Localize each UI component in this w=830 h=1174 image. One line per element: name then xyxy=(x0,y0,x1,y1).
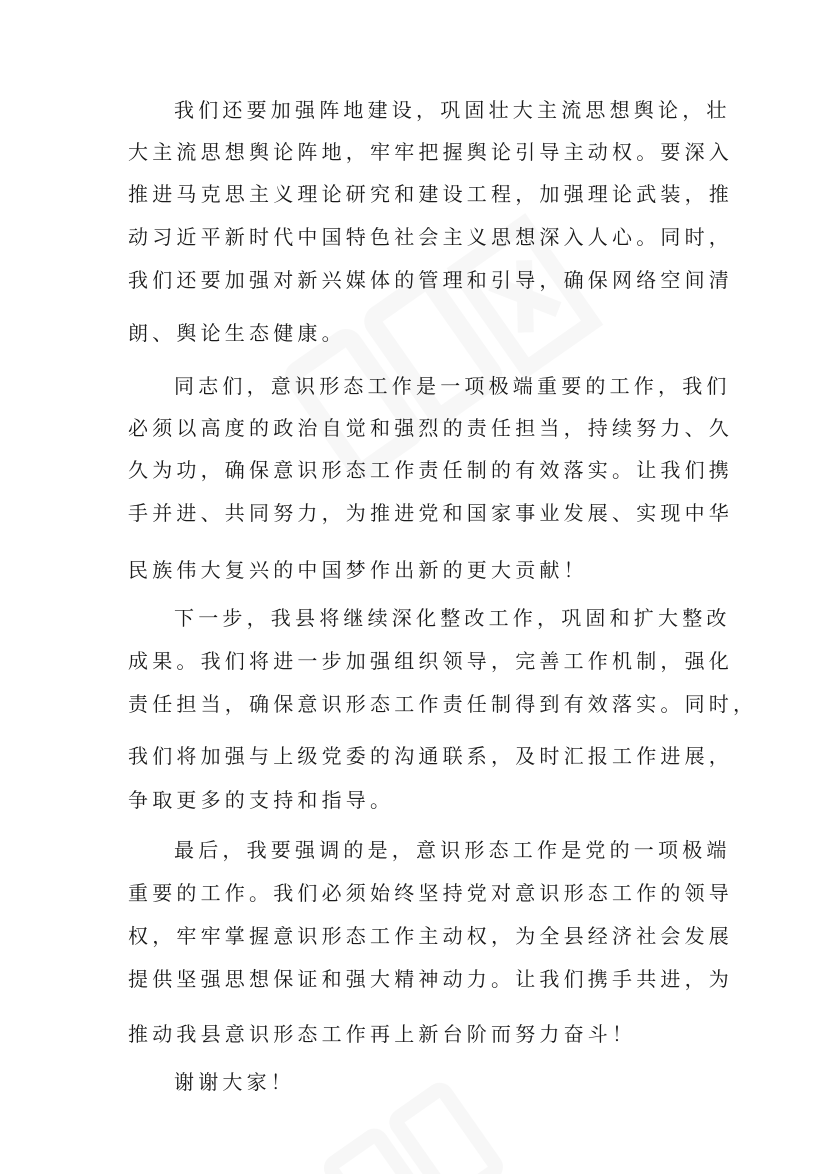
paragraph-1-line-1: 我们还要加强阵地建设，巩固壮大主流思想舆论，壮 xyxy=(174,98,731,122)
paragraph-1-line-6: 朗、舆论生态健康。 xyxy=(128,321,346,345)
paragraph-4-line-3: 权，牢牢掌握意识形态工作主动权，为全县经济社会发展 xyxy=(128,924,733,948)
paragraph-3-line-3: 责任担当，确保意识形态工作责任制得到有效落实。同时， xyxy=(128,692,758,716)
paragraph-2-line-2: 必须以高度的政治自觉和强烈的责任担当，持续努力、久 xyxy=(128,416,733,440)
paragraph-2-line-5: 民族伟大复兴的中国梦作出新的更大贡献！ xyxy=(128,558,588,582)
paragraph-1-line-5: 我们还要加强对新兴媒体的管理和引导，确保网络空间清 xyxy=(128,268,733,292)
paragraph-2-line-3: 久为功，确保意识形态工作责任制的有效落实。让我们携 xyxy=(128,458,733,482)
paragraph-1-line-2: 大主流思想舆论阵地，牢牢把握舆论引导主动权。要深入 xyxy=(128,140,733,164)
paragraph-5-line-1: 谢谢大家！ xyxy=(174,1070,295,1094)
paragraph-3-line-5: 争取更多的支持和指导。 xyxy=(128,788,395,812)
paragraph-3-line-1: 下一步，我县将继续深化整改工作，巩固和扩大整改 xyxy=(174,606,731,630)
paragraph-4-line-4: 提供坚强思想保证和强大精神动力。让我们携手共进，为 xyxy=(128,967,733,991)
paragraph-1-line-3: 推进马克思主义理论研究和建设工程，加强理论武装，推 xyxy=(128,182,733,206)
paragraph-2-line-4: 手并进、共同努力，为推进党和国家事业发展、实现中华 xyxy=(128,501,733,525)
paragraph-2-line-1: 同志们，意识形态工作是一项极端重要的工作，我们 xyxy=(174,374,731,398)
paragraph-3-line-2: 成果。我们将进一步加强组织领导，完善工作机制，强化 xyxy=(128,649,733,673)
paragraph-3-line-4: 我们将加强与上级党委的沟通联系，及时汇报工作进展， xyxy=(128,744,733,768)
paragraph-4-line-5: 推动我县意识形态工作再上新台阶而努力奋斗！ xyxy=(128,1022,637,1046)
paragraph-4-line-2: 重要的工作。我们必须始终坚持党对意识形态工作的领导 xyxy=(128,881,733,905)
paragraph-1-line-4: 动习近平新时代中国特色社会主义思想深入人心。同时， xyxy=(128,225,733,249)
paragraph-4-line-1: 最后，我要强调的是，意识形态工作是党的一项极端 xyxy=(174,838,731,862)
